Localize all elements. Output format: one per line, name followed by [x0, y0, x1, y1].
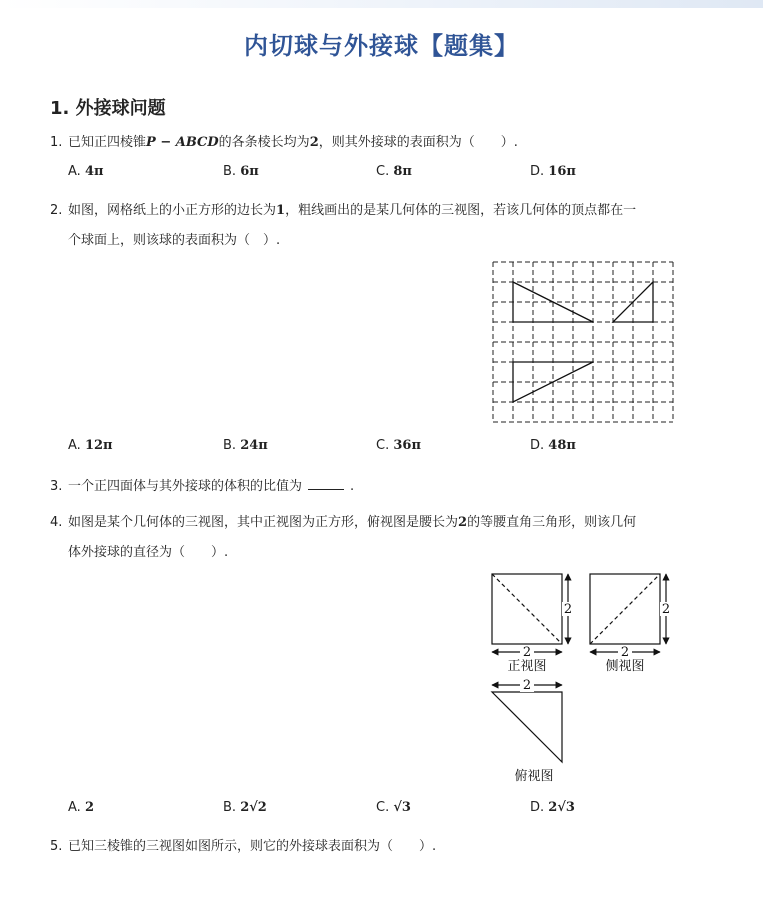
- question-number: 4.: [50, 515, 63, 530]
- question-3: [50, 472, 354, 502]
- question-number: 1.: [50, 135, 63, 150]
- dim-label: 2: [661, 602, 671, 617]
- option-b[interactable]: B. 6π: [223, 164, 259, 179]
- question-2-line2: 个球面上，则该球的表面积为（ ）.: [68, 233, 281, 248]
- option-a[interactable]: A. 12π: [68, 438, 113, 453]
- question-2: [50, 196, 636, 226]
- dim-label: 2: [522, 678, 532, 693]
- option-b[interactable]: B. 2√2: [223, 800, 267, 815]
- question-1: [50, 128, 518, 158]
- dim-label: 2: [522, 645, 532, 660]
- question-text: 如图是某个几何体的三视图，其中正视图为正方形，俯视图是腰长为: [68, 515, 459, 530]
- front-view-hidden-edge: [492, 574, 562, 644]
- question-text: 如图，网格纸上的小正方形的边长为: [68, 203, 277, 218]
- header-band: [0, 0, 763, 8]
- option-d[interactable]: D. 16π: [530, 164, 576, 179]
- math-value: 2: [309, 135, 319, 150]
- question-text: ，则其外接球的表面积为（ ）.: [318, 135, 518, 150]
- option-d[interactable]: D. 2√3: [530, 800, 575, 815]
- section-heading: 1. 外接球问题: [50, 98, 166, 119]
- question-text: .: [350, 479, 355, 494]
- math-value: 2: [458, 515, 468, 530]
- question-text: 已知三棱锥的三视图如图所示，则它的外接球表面积为（ ）.: [68, 839, 437, 854]
- three-view-figure: [486, 566, 686, 788]
- answer-blank[interactable]: [308, 478, 344, 490]
- side-view-hidden-edge: [590, 574, 660, 644]
- option-a[interactable]: A. 2: [68, 800, 94, 815]
- question-number: 2.: [50, 203, 63, 218]
- question-number: 5.: [50, 839, 63, 854]
- question-4-line2: 体外接球的直径为（ ）.: [68, 545, 229, 560]
- front-view-label: 正视图: [507, 659, 547, 674]
- top-view-label: 俯视图: [514, 769, 554, 784]
- option-d[interactable]: D. 48π: [530, 438, 576, 453]
- side-view-label: 侧视图: [605, 659, 645, 674]
- option-b[interactable]: B. 24π: [223, 438, 268, 453]
- dim-label: 2: [620, 645, 630, 660]
- math-value: 1: [276, 203, 286, 218]
- question-text: 一个正四面体与其外接球的体积的比值为: [68, 479, 303, 494]
- page-title: 内切球与外接球【题集】: [244, 32, 519, 60]
- question-5: [50, 832, 436, 862]
- math-expression: P − ABCD: [146, 135, 219, 150]
- grid-three-view-figure: [490, 260, 676, 426]
- question-text: 已知正四棱锥: [68, 135, 147, 150]
- question-text: ，粗线画出的是某几何体的三视图，若该几何体的顶点都在一: [285, 203, 637, 218]
- dim-label: 2: [563, 602, 573, 617]
- option-c[interactable]: C. 8π: [376, 164, 412, 179]
- option-a[interactable]: A. 4π: [68, 164, 104, 179]
- question-4: [50, 508, 636, 538]
- option-c[interactable]: C. √3: [376, 800, 411, 815]
- option-c[interactable]: C. 36π: [376, 438, 421, 453]
- question-text: 的等腰直角三角形，则该几何: [467, 515, 637, 530]
- top-view-triangle: [492, 692, 562, 762]
- question-text: 的各条棱长均为: [218, 135, 310, 150]
- question-number: 3.: [50, 479, 63, 494]
